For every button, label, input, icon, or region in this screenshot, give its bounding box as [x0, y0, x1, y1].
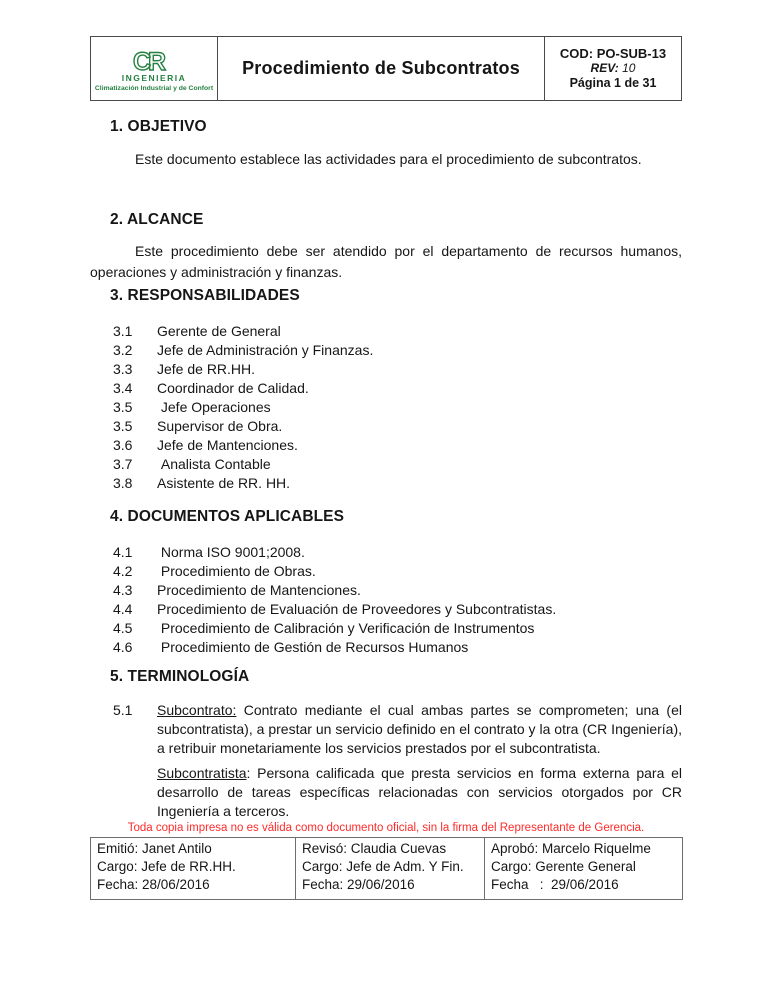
logo-cell [91, 37, 218, 100]
approval-name: Emitió: Janet Antilo [97, 841, 212, 856]
approval-cell-aprobo [485, 838, 682, 899]
list-item [90, 581, 682, 600]
approval-cell-emitio [91, 838, 296, 899]
approval-date: Fecha: 28/06/2016 [97, 877, 210, 892]
rev-label: REV: [590, 61, 623, 75]
term-body: Contrato mediante el cual ambas partes se comprometen; una (el subcontratista), a prestar un servicio definido en el contrato y la otra (CR Ingeniería), a retribuir monetariamente los servicios prestados por el subcontratista. [157, 702, 682, 756]
paragraph-objetivo: Este documento establece las actividades para el procedimiento de subcontratos. [135, 151, 642, 167]
item-number: 3.2 [113, 342, 133, 358]
approval-table [90, 837, 683, 900]
term-text [157, 701, 682, 758]
code-cell [545, 37, 681, 100]
term-definition-subcontrato [90, 701, 682, 758]
term-body: Persona calificada que presta servicios en forma externa para el desarrollo de tareas específicas relacionadas con servicios otorgados por CR Ingeniería a terceros. [157, 765, 682, 819]
responsibilities-list [90, 322, 682, 493]
title-cell [218, 37, 545, 100]
approval-role: Cargo: Jefe de RR.HH. [97, 859, 236, 874]
item-number: 3.3 [113, 361, 133, 377]
section-heading-alcance: 2. ALCANCE [110, 211, 204, 228]
documents-list [90, 543, 682, 657]
approval-date: Fecha: 29/06/2016 [302, 877, 415, 892]
item-number: 3.8 [113, 475, 133, 491]
item-number: 4.6 [113, 639, 133, 655]
approval-name: Aprobó: Marcelo Riquelme [491, 841, 651, 856]
term-lead: Subcontratista [157, 765, 247, 781]
item-text: Jefe de RR.HH. [157, 361, 256, 377]
section-heading-responsabilidades: 3. RESPONSABILIDADES [110, 287, 300, 304]
item-number: 3.5 [113, 418, 133, 434]
item-text: Asistente de RR. HH. [157, 475, 291, 491]
list-item [90, 417, 682, 436]
item-number: 4.2 [113, 563, 133, 579]
cr-logo-icon [125, 48, 183, 74]
item-text: Norma ISO 9001;2008. [157, 544, 305, 560]
list-item [90, 379, 682, 398]
doc-page-number: Página 1 de 31 [569, 76, 657, 90]
item-number: 4.1 [113, 544, 133, 560]
item-text: Procedimiento de Evaluación de Proveedores y Subcontratistas. [157, 601, 557, 617]
item-text: Gerente de General [157, 323, 281, 339]
approval-date: Fecha : 29/06/2016 [491, 877, 619, 892]
item-text: Procedimiento de Calibración y Verificación de Instrumentos [157, 620, 535, 636]
item-number: 3.6 [113, 437, 133, 453]
list-item [90, 360, 682, 379]
doc-code: COD: PO-SUB-13 [559, 46, 667, 61]
paragraph-alcance: Este procedimiento debe ser atendido por el departamento de recursos humanos, operaciones y administración y finanzas. [90, 243, 682, 280]
item-text: Analista Contable [157, 456, 271, 472]
list-item [90, 638, 682, 657]
company-tagline: Climatización Industrial y de Confort [94, 84, 214, 92]
item-number: 3.4 [113, 380, 133, 396]
rev-value: 10 [622, 61, 636, 75]
term-number: 5.1 [113, 702, 133, 718]
item-text: Coordinador de Calidad. [157, 380, 309, 396]
list-item [90, 341, 682, 360]
list-item [90, 436, 682, 455]
item-text: Procedimiento de Obras. [157, 563, 316, 579]
doc-title: Procedimiento de Subcontratos [242, 58, 520, 78]
validity-notice: Toda copia impresa no es válida como documento oficial, sin la firma del Representante de Gerencia. [127, 822, 645, 834]
list-item [90, 619, 682, 638]
item-number: 3.1 [113, 323, 133, 339]
term-lead: Subcontrato: [157, 702, 237, 718]
item-number: 3.5 [113, 399, 133, 415]
header-table [90, 36, 682, 101]
section-heading-terminologia: 5. TERMINOLOGÍA [110, 668, 250, 685]
doc-revision [591, 61, 636, 76]
section-heading-objetivo: 1. OBJETIVO [110, 118, 207, 135]
item-number: 4.4 [113, 601, 133, 617]
company-name: INGENIERIA [121, 72, 187, 83]
list-item [90, 398, 682, 417]
list-item [90, 455, 682, 474]
item-text: Procedimiento de Gestión de Recursos Humanos [157, 639, 469, 655]
list-item [90, 600, 682, 619]
term-lead-suffix: : [246, 765, 251, 781]
approval-cell-reviso [296, 838, 485, 899]
list-item [90, 562, 682, 581]
item-text: Supervisor de Obra. [157, 418, 283, 434]
section-heading-documentos: 4. DOCUMENTOS APLICABLES [110, 508, 345, 525]
item-number: 4.5 [113, 620, 133, 636]
list-item [90, 474, 682, 493]
term-definition-subcontratista [90, 764, 682, 821]
item-text: Jefe de Mantenciones. [157, 437, 298, 453]
item-number: 3.7 [113, 456, 133, 472]
approval-role: Cargo: Jefe de Adm. Y Fin. [302, 859, 464, 874]
approval-role: Cargo: Gerente General [491, 859, 636, 874]
item-text: Procedimiento de Mantenciones. [157, 582, 361, 598]
item-text: Jefe Operaciones [157, 399, 271, 415]
approval-name: Revisó: Claudia Cuevas [302, 841, 447, 856]
term-text [157, 764, 682, 821]
list-item [90, 543, 682, 562]
item-number: 4.3 [113, 582, 133, 598]
item-text: Jefe de Administración y Finanzas. [157, 342, 374, 358]
svg-text:CR: CR [133, 47, 164, 74]
list-item [90, 322, 682, 341]
